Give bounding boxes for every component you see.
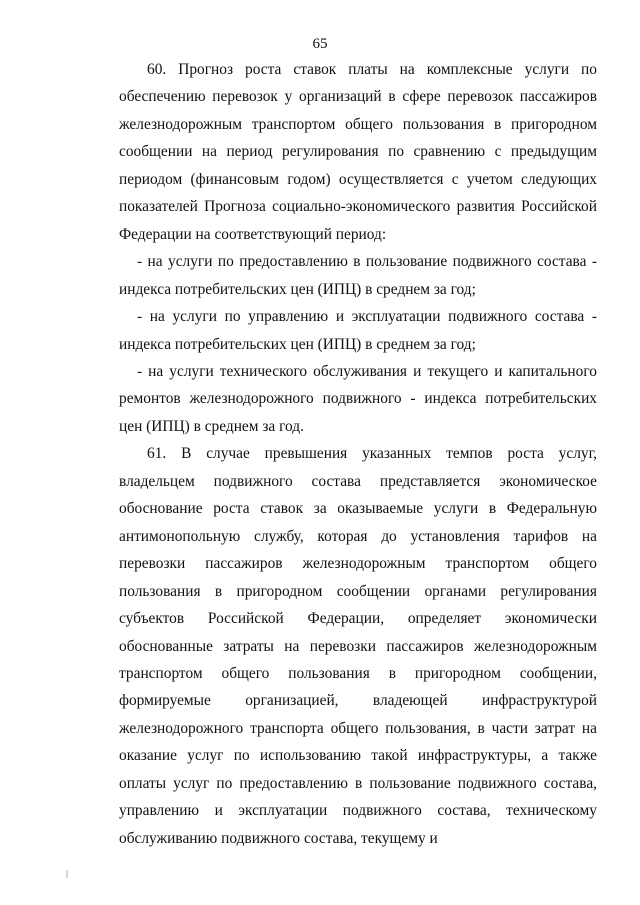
page-number: 65 [312,36,328,52]
list-item-maintenance-repair: - на услуги технического обслуживания и текущего и капитального ремонтов железнодорожного подвижного - индекса потребительских цен (ИПЦ) в среднем за год. [119,362,597,435]
scan-artifact [66,870,68,878]
paragraph-60: 60. Прогноз роста ставок платы на комплексные услуги по обеспечению перевозок у организаций в сфере перевозок пассажиров железнодорожным транспортом общего пользования в пригородном сообщении на период регулирования по сравнению с предыдущим периодом (финансовым годом) осуществляется с учетом следующих показателей Прогноза социально-экономического развития Российской Федерации на соответствующий период: [119,61,597,243]
list-item-rolling-stock-management: - на услуги по управлению и эксплуатации подвижного состава - индекса потребительских цен (ИПЦ) в среднем за год; [119,308,597,353]
paragraph-61: 61. В случае превышения указанных темпов роста услуг, владельцем подвижного состава представляется экономическое обоснование роста ставок за оказываемые услуги в Федеральную антимонопольную службу, которая до установления тарифов на перевозки пассажиров железнодорожным транспортом общего пользования в пригородном сообщении органами регулирования субъектов Российской Федерации, определяет экономически обоснованные затраты на перевозки пассажиров железнодорожным транспортом общего пользования в пригородном сообщении, формируемые организацией, владеющей инфраструктурой железнодорожного транспорта общего пользования, в части затрат на оказание услуг по использованию такой инфраструктуры, а также оплаты услуг по предоставлению в пользование подвижного состава, управлению и эксплуатации подвижного состава, техническому обслуживанию подвижного состава, текущему и [119,445,597,847]
document-body [119,56,597,852]
list-item-rolling-stock-provision: - на услуги по предоставлению в пользование подвижного состава - индекса потребительских цен (ИПЦ) в среднем за год; [119,253,597,298]
